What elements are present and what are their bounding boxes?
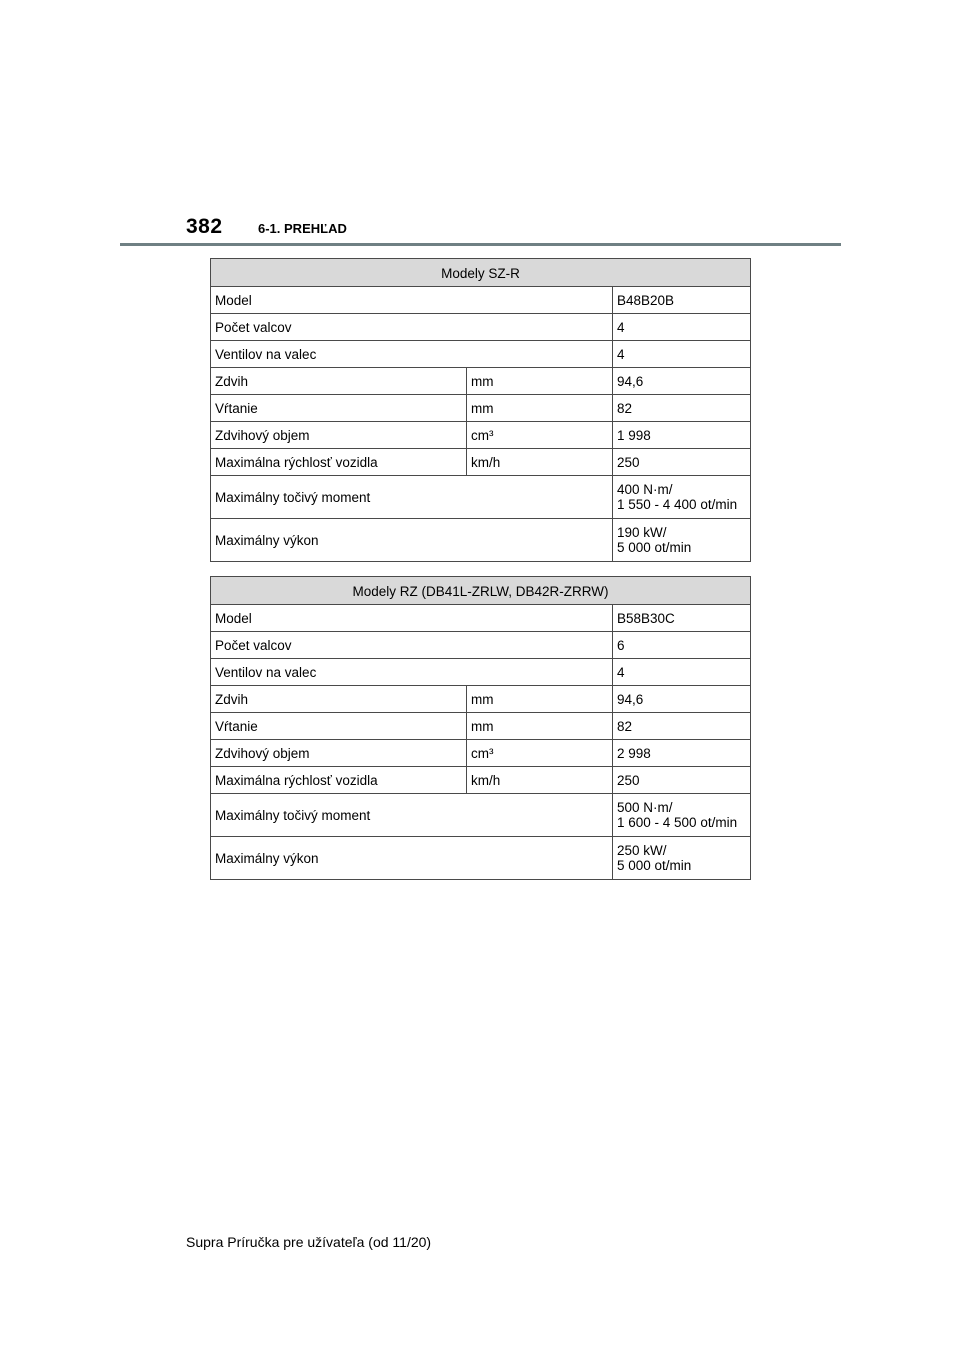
table-row: [211, 368, 751, 395]
row-value: B58B30C: [613, 605, 751, 632]
table-row: [211, 519, 751, 562]
table-header-row: [211, 259, 751, 287]
page-footer: Supra Príručka pre užívateľa (od 11/20): [186, 1234, 432, 1250]
table-row: [211, 476, 751, 519]
row-value: 94,6: [613, 368, 751, 395]
table-title: Modely SZ-R: [211, 259, 751, 287]
row-label: Zdvihový objem: [211, 740, 467, 767]
table-row: [211, 740, 751, 767]
row-value: 4: [613, 314, 751, 341]
row-unit: mm: [467, 686, 613, 713]
table-row: [211, 794, 751, 837]
table-title: Modely RZ (DB41L-ZRLW, DB42R-ZRRW): [211, 577, 751, 605]
table-row: [211, 767, 751, 794]
row-label: Maximálna rýchlosť vozidla: [211, 449, 467, 476]
row-label: Zdvih: [211, 368, 467, 395]
header-rule: [120, 243, 841, 246]
row-label: Maximálny výkon: [211, 519, 613, 562]
table-row: [211, 837, 751, 880]
table-row: [211, 659, 751, 686]
row-value: 500 N·m/ 1 600 - 4 500 ot/min: [613, 794, 751, 837]
row-unit: cm³: [467, 422, 613, 449]
table-row: [211, 713, 751, 740]
table-header-row: [211, 577, 751, 605]
table-row: [211, 314, 751, 341]
section-title: 6-1. PREHĽAD: [258, 221, 347, 236]
row-value: 82: [613, 395, 751, 422]
row-value: 2 998: [613, 740, 751, 767]
page-number: 382: [186, 215, 223, 238]
row-value: 190 kW/ 5 000 ot/min: [613, 519, 751, 562]
row-unit: km/h: [467, 449, 613, 476]
row-label: Maximálny točivý moment: [211, 476, 613, 519]
row-label: Počet valcov: [211, 632, 613, 659]
row-label: Ventilov na valec: [211, 341, 613, 368]
row-label: Počet valcov: [211, 314, 613, 341]
row-value: 82: [613, 713, 751, 740]
row-value: 250: [613, 767, 751, 794]
row-value: 1 998: [613, 422, 751, 449]
row-label: Vŕtanie: [211, 713, 467, 740]
table-row: [211, 287, 751, 314]
row-value: 400 N·m/ 1 550 - 4 400 ot/min: [613, 476, 751, 519]
row-unit: km/h: [467, 767, 613, 794]
row-unit: mm: [467, 713, 613, 740]
table-row: [211, 686, 751, 713]
row-value: 6: [613, 632, 751, 659]
row-label: Model: [211, 605, 613, 632]
row-label: Maximálna rýchlosť vozidla: [211, 767, 467, 794]
row-value: 250 kW/ 5 000 ot/min: [613, 837, 751, 880]
row-unit: mm: [467, 368, 613, 395]
row-label: Ventilov na valec: [211, 659, 613, 686]
row-label: Zdvihový objem: [211, 422, 467, 449]
row-label: Maximálny výkon: [211, 837, 613, 880]
row-value: 250: [613, 449, 751, 476]
row-value: 4: [613, 341, 751, 368]
table-row: [211, 449, 751, 476]
table-row: [211, 395, 751, 422]
row-label: Model: [211, 287, 613, 314]
spec-table-sz-r: [210, 258, 751, 562]
row-label: Zdvih: [211, 686, 467, 713]
row-unit: mm: [467, 395, 613, 422]
row-value: B48B20B: [613, 287, 751, 314]
table-row: [211, 422, 751, 449]
spec-table-rz: [210, 576, 751, 880]
row-label: Vŕtanie: [211, 395, 467, 422]
row-value: 94,6: [613, 686, 751, 713]
table-row: [211, 605, 751, 632]
row-unit: cm³: [467, 740, 613, 767]
table-row: [211, 341, 751, 368]
row-value: 4: [613, 659, 751, 686]
table-row: [211, 632, 751, 659]
row-label: Maximálny točivý moment: [211, 794, 613, 837]
